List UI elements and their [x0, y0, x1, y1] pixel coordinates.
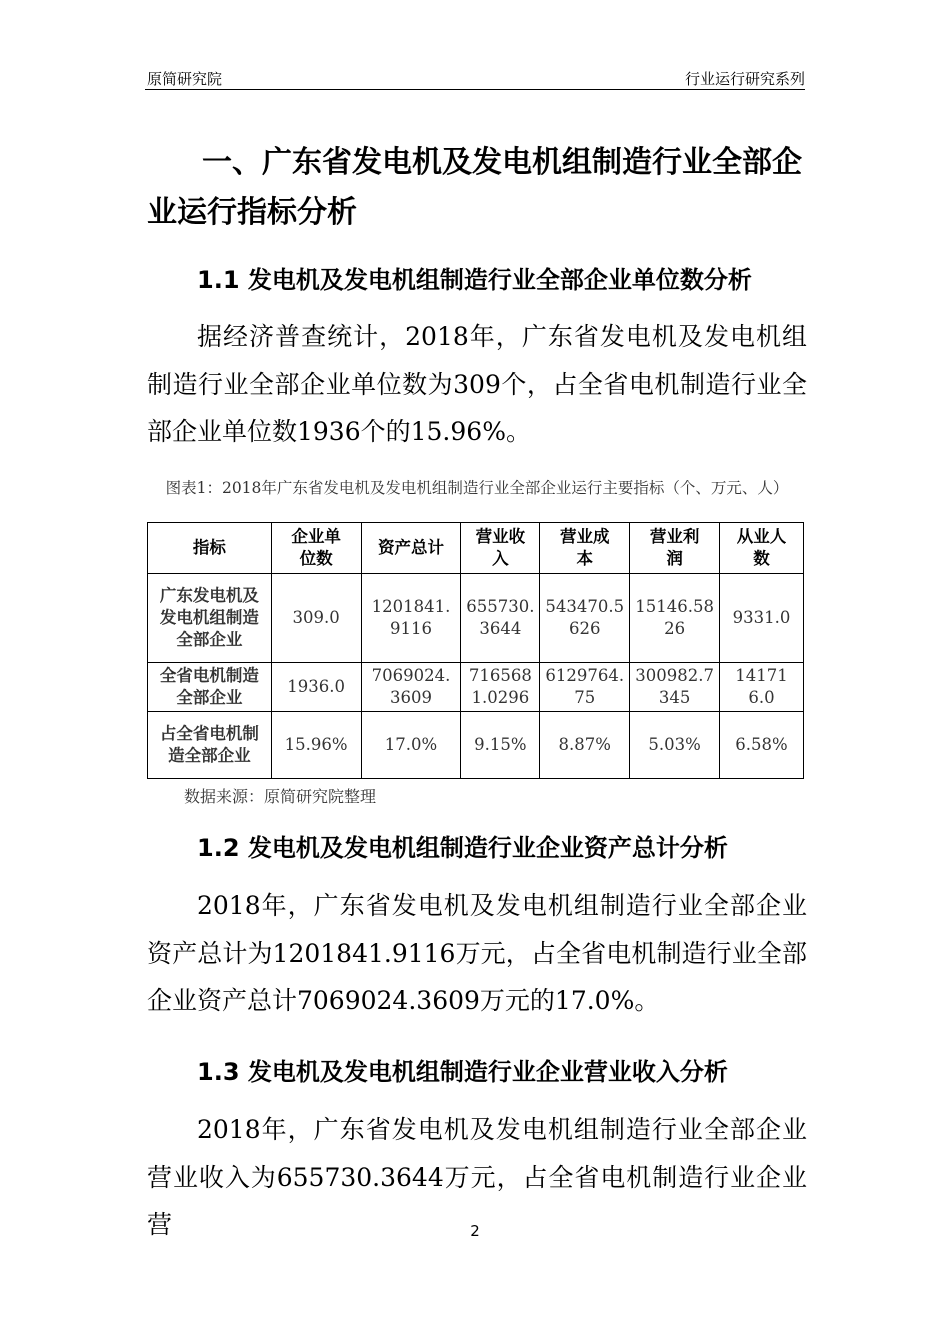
col-header: 企业单位数	[271, 523, 361, 574]
paragraph-1-3: 2018年，广东省发电机及发电机组制造行业全部企业营业收入为655730.3644万元，占全省电机制造行业企业营	[147, 1115, 807, 1239]
cell: 6.58%	[720, 712, 804, 779]
row-label: 占全省电机制造全部企业	[148, 712, 272, 779]
col-header: 从业人数	[720, 523, 804, 574]
cell: 309.0	[271, 574, 361, 663]
cell: 15.96%	[271, 712, 361, 779]
cell: 543470.5626	[540, 574, 630, 663]
cell: 15146.5826	[630, 574, 720, 663]
table-caption: 图表1：2018年广东省发电机及发电机组制造行业全部企业运行主要指标（个、万元、人）	[165, 479, 789, 497]
cell: 1201841.9116	[361, 574, 461, 663]
header-divider	[145, 89, 805, 90]
col-header: 指标	[148, 523, 272, 574]
row-label: 广东发电机及发电机组制造全部企业	[148, 574, 272, 663]
table-row	[148, 712, 804, 779]
table-row	[148, 663, 804, 712]
col-header: 资产总计	[361, 523, 461, 574]
section-heading-1-1: 1.1 发电机及发电机组制造行业全部企业单位数分析	[197, 266, 752, 294]
table-source: 数据来源：原简研究院整理	[184, 787, 377, 806]
paragraph-1-1: 据经济普查统计，2018年，广东省发电机及发电机组制造行业全部企业单位数为309个，占全省电机制造行业全部企业单位数1936个的15.96%。	[147, 322, 807, 446]
cell: 655730.3644	[461, 574, 540, 663]
row-label: 全省电机制造全部企业	[148, 663, 272, 712]
cell: 5.03%	[630, 712, 720, 779]
section-heading-1-3: 1.3 发电机及发电机组制造行业企业营业收入分析	[197, 1058, 728, 1086]
table-row	[148, 574, 804, 663]
cell: 6129764.75	[540, 663, 630, 712]
cell: 141716.0	[720, 663, 804, 712]
cell: 8.87%	[540, 712, 630, 779]
indicator-table	[147, 522, 804, 779]
cell: 9331.0	[720, 574, 804, 663]
page-number: 2	[470, 1222, 480, 1240]
table-header-row	[148, 523, 804, 574]
cell: 300982.7345	[630, 663, 720, 712]
cell: 9.15%	[461, 712, 540, 779]
section-heading-1-2: 1.2 发电机及发电机组制造行业企业资产总计分析	[197, 834, 728, 862]
col-header: 营业收入	[461, 523, 540, 574]
header-series: 行业运行研究系列	[684, 70, 805, 88]
cell: 1936.0	[271, 663, 361, 712]
cell: 7069024.3609	[361, 663, 461, 712]
col-header: 营业利润	[630, 523, 720, 574]
cell: 17.0%	[361, 712, 461, 779]
header-org: 原简研究院	[147, 70, 223, 88]
page-title: 一、广东省发电机及发电机组制造行业全部企业运行指标分析	[147, 145, 802, 230]
cell: 7165681.0296	[461, 663, 540, 712]
col-header: 营业成本	[540, 523, 630, 574]
paragraph-1-2: 2018年，广东省发电机及发电机组制造行业全部企业资产总计为1201841.9116万元，占全省电机制造行业全部企业资产总计7069024.3609万元的17.0%。	[147, 891, 807, 1015]
